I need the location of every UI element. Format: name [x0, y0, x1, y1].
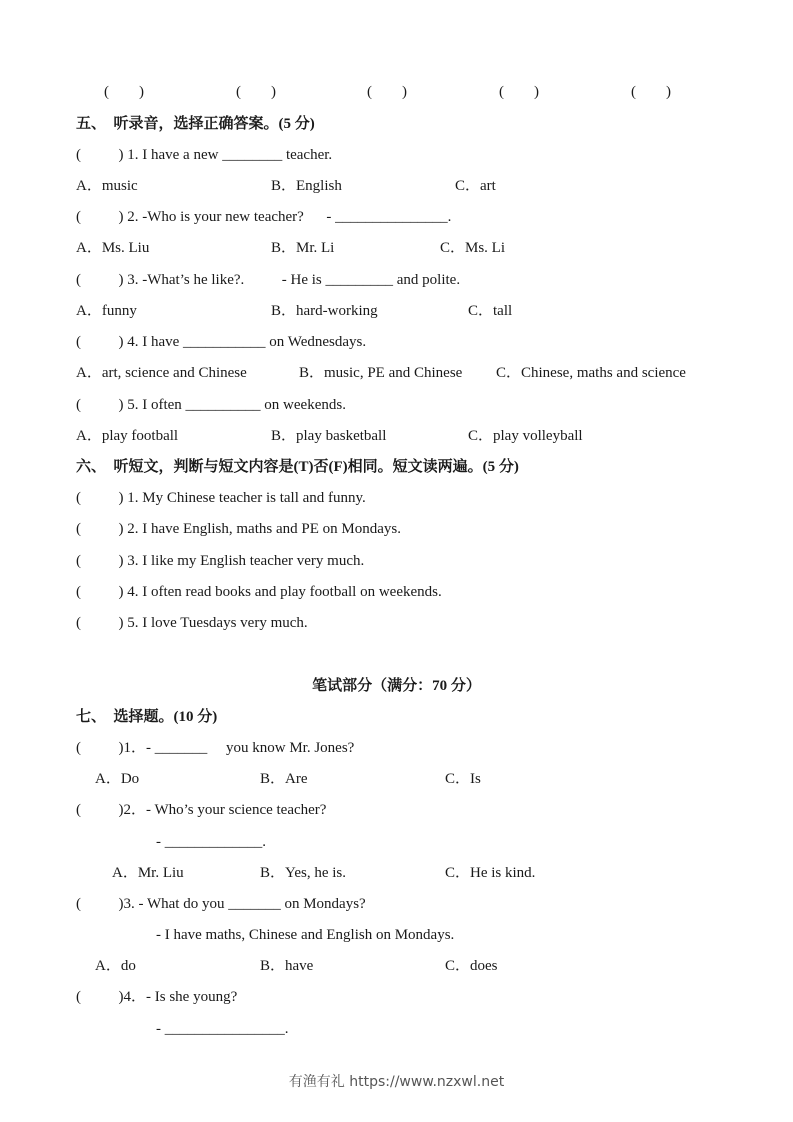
s7-question-2: ( )2．- Who’s your science teacher? — [76, 802, 327, 818]
s7-q2-option-b[interactable]: B．Yes, he is. — [260, 865, 346, 881]
s5-question-5: ( ) 5. I often __________ on weekends. — [76, 397, 346, 413]
s7-q1-option-c[interactable]: C．Is — [445, 771, 481, 787]
s7-q2-answer-line: - _____________. — [156, 834, 266, 850]
s7-question-1: ( )1．- _______ you know Mr. Jones? — [76, 740, 355, 756]
s6-statement-5[interactable]: ( ) 5. I love Tuesdays very much. — [76, 615, 308, 631]
s5-question-2: ( ) 2. -Who is your new teacher? - _______________. — [76, 209, 452, 225]
s5-q3-option-a[interactable]: A．funny — [76, 303, 137, 319]
s7-q3-option-a[interactable]: A．do — [95, 958, 136, 974]
answer-paren-4[interactable]: ( ) — [499, 84, 539, 100]
s7-q4-answer-line: - ________________. — [156, 1021, 289, 1037]
s5-q4-option-b[interactable]: B．music, PE and Chinese — [299, 365, 463, 381]
s5-q4-option-c[interactable]: C．Chinese, maths and science — [496, 365, 686, 381]
s7-q2-option-a[interactable]: A．Mr. Liu — [112, 865, 184, 881]
s5-q2-option-a[interactable]: A．Ms. Liu — [76, 240, 150, 256]
s7-question-4: ( )4．- Is she young? — [76, 989, 238, 1005]
s5-q3-option-b[interactable]: B．hard-working — [271, 303, 378, 319]
s7-q2-option-c[interactable]: C．He is kind. — [445, 865, 536, 881]
s7-q3-option-c[interactable]: C．does — [445, 958, 498, 974]
s7-question-3: ( )3. - What do you _______ on Mondays? — [76, 896, 366, 912]
footer-watermark: 有渔有礼 https://www.nzxwl.net — [288, 1074, 505, 1090]
s5-q5-option-a[interactable]: A．play football — [76, 428, 179, 444]
s5-question-1: ( ) 1. I have a new ________ teacher. — [76, 147, 333, 163]
answer-paren-3[interactable]: ( ) — [367, 84, 407, 100]
answer-paren-5[interactable]: ( ) — [631, 84, 671, 100]
written-part-title: 笔试部分（满分：70 分） — [312, 678, 481, 694]
answer-paren-2[interactable]: ( ) — [236, 84, 276, 100]
section-5-title: 五、 听录音，选择正确答案。(5 分) — [76, 116, 315, 132]
s5-q3-option-c[interactable]: C．tall — [468, 303, 513, 319]
s5-q2-option-c[interactable]: C．Ms. Li — [440, 240, 506, 256]
s5-q5-option-c[interactable]: C．play volleyball — [468, 428, 583, 444]
s5-q2-option-b[interactable]: B．Mr. Li — [271, 240, 335, 256]
s5-q4-option-a[interactable]: A．art, science and Chinese — [76, 365, 247, 381]
s5-q1-option-b[interactable]: B．English — [271, 178, 342, 194]
answer-paren-1[interactable]: ( ) — [104, 84, 144, 100]
s7-q1-option-a[interactable]: A．Do — [95, 771, 140, 787]
s5-q5-option-b[interactable]: B．play basketball — [271, 428, 387, 444]
section-6-title: 六、 听短文，判断与短文内容是(T)否(F)相同。短文读两遍。(5 分) — [76, 459, 519, 475]
s7-q3-answer-line: - I have maths, Chinese and English on Mondays. — [156, 927, 455, 943]
s5-q1-option-c[interactable]: C．art — [455, 178, 496, 194]
s6-statement-1[interactable]: ( ) 1. My Chinese teacher is tall and funny. — [76, 490, 366, 506]
s7-q1-option-b[interactable]: B．Are — [260, 771, 308, 787]
section-7-title: 七、 选择题。(10 分) — [76, 709, 218, 725]
s7-q3-option-b[interactable]: B．have — [260, 958, 314, 974]
s6-statement-2[interactable]: ( ) 2. I have English, maths and PE on Mondays. — [76, 521, 401, 537]
s6-statement-3[interactable]: ( ) 3. I like my English teacher very much. — [76, 553, 365, 569]
s5-question-4: ( ) 4. I have ___________ on Wednesdays. — [76, 334, 367, 350]
s5-q1-option-a[interactable]: A．music — [76, 178, 138, 194]
s5-question-3: ( ) 3. -What’s he like?. - He is _________ and polite. — [76, 272, 461, 288]
s6-statement-4[interactable]: ( ) 4. I often read books and play football on weekends. — [76, 584, 442, 600]
